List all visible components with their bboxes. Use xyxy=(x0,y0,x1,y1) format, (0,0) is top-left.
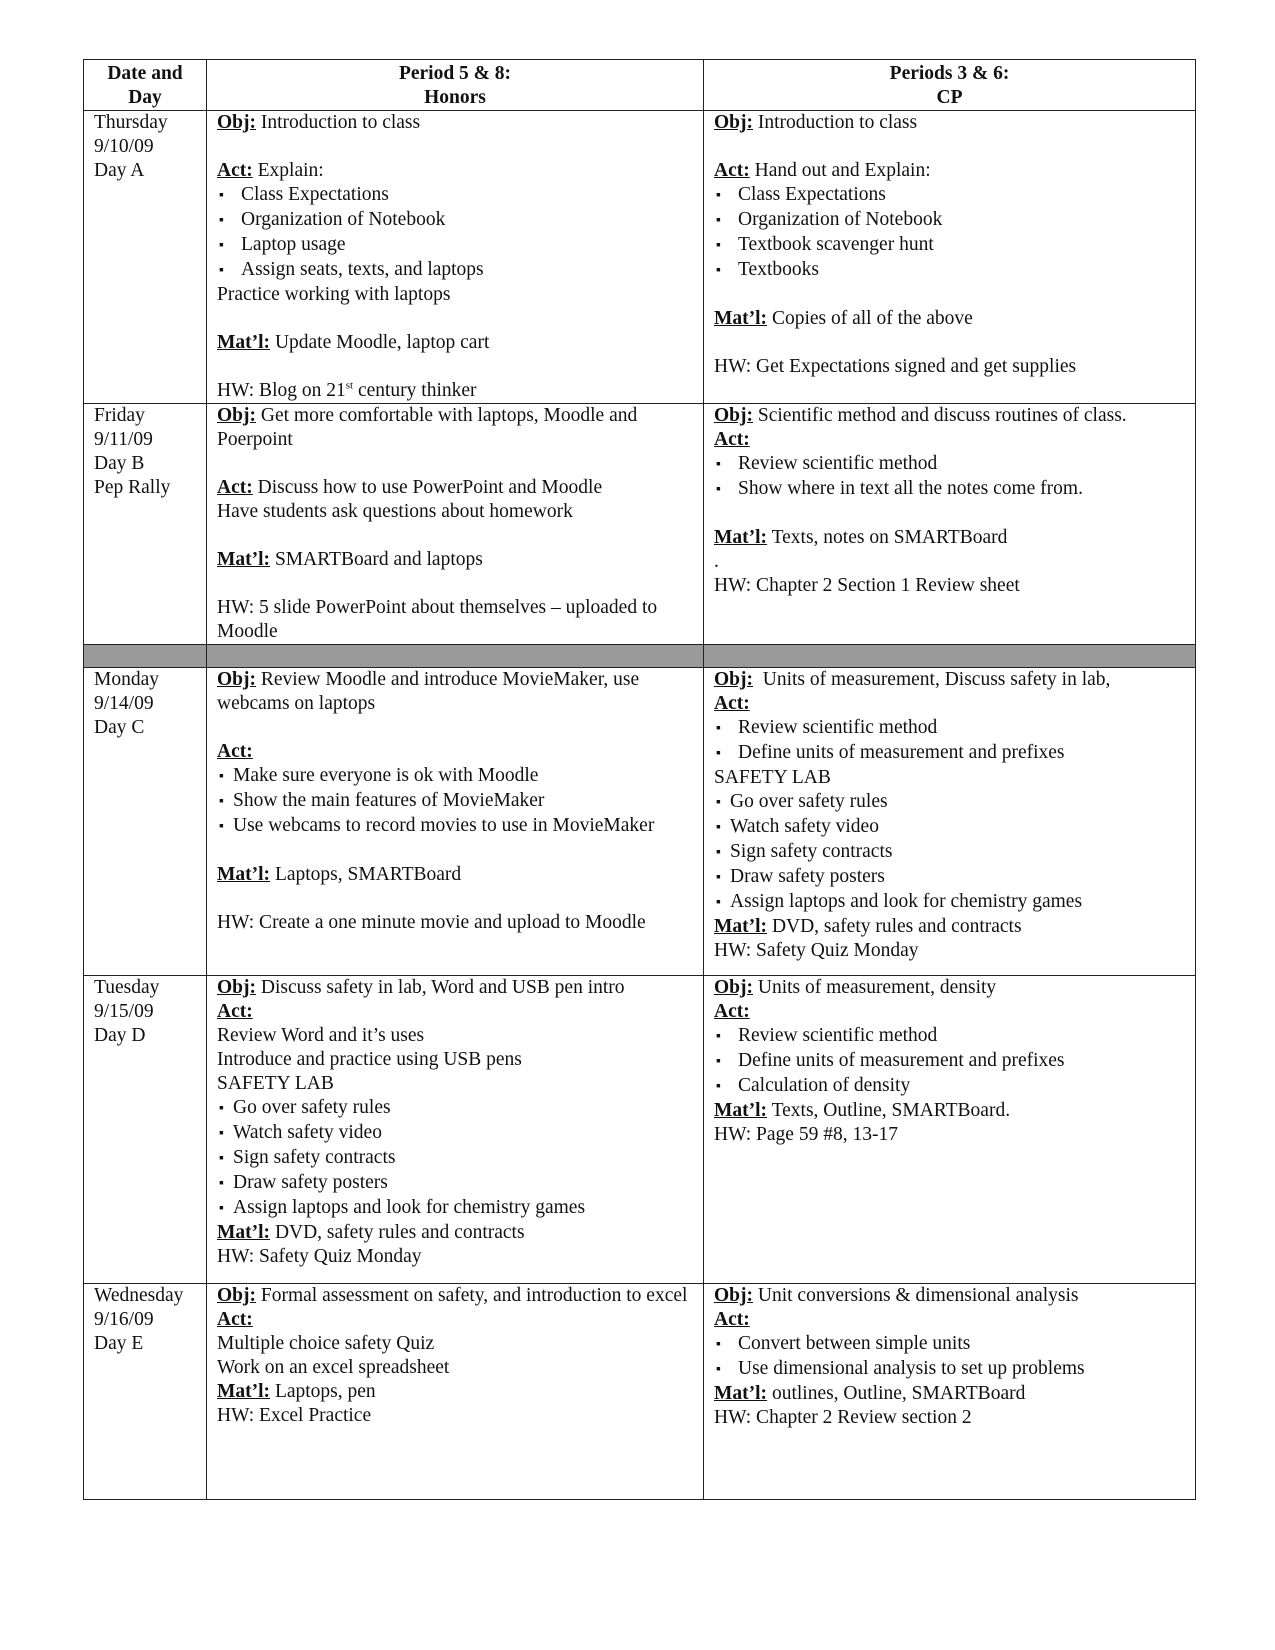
matl-label: Mat’l: xyxy=(217,1222,271,1243)
list-item: ▪ Assign laptops and look for chemistry games xyxy=(217,1196,693,1221)
cp-cell: Obj: Unit conversions & dimensional analysis Act: ▪ Convert between simple units ▪ Use dimensional analysis to set up problems Mat’l: outlines, Outline, SMARTBoard HW: Chapter 2 Review section 2 xyxy=(704,1284,1196,1500)
matl-label: Mat’l: xyxy=(714,1100,768,1121)
obj-label: Obj: xyxy=(217,669,256,690)
day-cell: Thursday 9/10/09 Day A xyxy=(84,111,207,404)
homework: HW: Chapter 2 Review section 2 xyxy=(714,1407,972,1428)
list-item: ▪ Draw safety posters xyxy=(217,1171,693,1196)
day-cell: Wednesday 9/16/09 Day E xyxy=(84,1284,207,1500)
matl-label: Mat’l: xyxy=(217,864,271,885)
separator-row xyxy=(84,645,1196,668)
list-item: ▪ Organization of Notebook xyxy=(714,208,1185,233)
header-honors: Period 5 & 8: Honors xyxy=(207,60,704,111)
list-item: ▪ Define units of measurement and prefixes xyxy=(714,741,1185,766)
matl-label: Mat’l: xyxy=(714,308,768,329)
list-item: ▪ Textbooks xyxy=(714,258,1185,283)
homework: HW: 5 slide PowerPoint about themselves – uploaded to Moodle xyxy=(217,597,658,642)
obj-label: Obj: xyxy=(217,1285,256,1306)
list-item: ▪ Assign laptops and look for chemistry games xyxy=(714,890,1185,915)
lesson-plan-table xyxy=(83,59,1196,1500)
act-label: Act: xyxy=(714,429,750,450)
act-label: Act: xyxy=(217,741,253,762)
homework: HW: Get Expectations signed and get supplies xyxy=(714,356,1077,377)
list-item: ▪ Class Expectations xyxy=(217,183,693,208)
list-item: ▪ Assign seats, texts, and laptops xyxy=(217,258,693,283)
cp-cell: Obj: Units of measurement, density Act: ▪ Review scientific method ▪ Define units of measurement and prefixes ▪ Calculation of density Mat’l: Texts, Outline, SMARTBoard. HW: Page 59 #8, 13-17 xyxy=(704,976,1196,1284)
obj-label: Obj: xyxy=(714,405,753,426)
header-row xyxy=(84,60,1196,111)
list-item: ▪ Convert between simple units xyxy=(714,1332,1185,1357)
matl-label: Mat’l: xyxy=(217,1381,271,1402)
table-row xyxy=(84,1284,1196,1500)
cp-cell: Obj: Scientific method and discuss routines of class. Act: ▪ Review scientific method ▪ Show where in text all the notes come from. Mat’l: Texts, notes on SMARTBoard . HW: Chapter 2 Section 1 Review sheet xyxy=(704,404,1196,645)
day-cell: Tuesday 9/15/09 Day D xyxy=(84,976,207,1284)
homework: HW: Chapter 2 Section 1 Review sheet xyxy=(714,575,1020,596)
honors-cell: Obj: Get more comfortable with laptops, Moodle and Poerpoint Act: Discuss how to use PowerPoint and Moodle Have students ask questions about homework Mat’l: SMARTBoard and laptops HW: 5 slide PowerPoint about themselves – uploaded to Moodle xyxy=(207,404,704,645)
obj-label: Obj: xyxy=(714,1285,753,1306)
list-item: ▪ Show the main features of MovieMaker xyxy=(217,789,693,814)
list-item: ▪ Draw safety posters xyxy=(714,865,1185,890)
list-item: ▪ Textbook scavenger hunt xyxy=(714,233,1185,258)
obj-label: Obj: xyxy=(217,405,256,426)
act-label: Act: xyxy=(714,693,750,714)
act-label: Act: xyxy=(217,1309,253,1330)
homework: HW: Blog on 21st century thinker xyxy=(217,379,477,401)
list-item: ▪ Laptop usage xyxy=(217,233,693,258)
honors-cell: Obj: Introduction to class Act: Explain: ▪ Class Expectations ▪ Organization of Notebook ▪ Laptop usage ▪ Assign seats, texts, and laptops Practice working with laptops Mat’l: Update Moodle, laptop cart HW: Blog on 21st century thinker xyxy=(207,111,704,404)
list-item: ▪ Calculation of density xyxy=(714,1074,1185,1099)
act-label: Act: xyxy=(714,1309,750,1330)
list-item: ▪ Use dimensional analysis to set up problems xyxy=(714,1357,1185,1382)
obj-label: Obj: xyxy=(714,112,753,133)
matl-label: Mat’l: xyxy=(714,527,768,548)
list-item: ▪ Review scientific method xyxy=(714,716,1185,741)
honors-cell: Obj: Discuss safety in lab, Word and USB pen intro Act: Review Word and it’s uses Introduce and practice using USB pens SAFETY LAB ▪ Go over safety rules ▪ Watch safety video ▪ Sign safety contracts ▪ Draw safety posters ▪ Assign laptops and look for chemistry games Mat’l: DVD, safety rules and contracts HW: Safety Quiz Monday xyxy=(207,976,704,1284)
table-row xyxy=(84,404,1196,645)
cp-cell: Obj: Units of measurement, Discuss safety in lab, Act: ▪ Review scientific method ▪ Define units of measurement and prefixes SAFETY LAB ▪ Go over safety rules ▪ Watch safety video ▪ Sign safety contracts ▪ Draw safety posters ▪ Assign laptops and look for chemistry games Mat’l: DVD, safety rules and contracts HW: Safety Quiz Monday xyxy=(704,668,1196,976)
list-item: ▪ Review scientific method xyxy=(714,452,1185,477)
act-label: Act: xyxy=(714,1001,750,1022)
list-item: ▪ Go over safety rules xyxy=(714,790,1185,815)
header-date-day: Date and Day xyxy=(84,60,207,111)
list-item: ▪ Watch safety video xyxy=(217,1121,693,1146)
list-item: ▪ Class Expectations xyxy=(714,183,1185,208)
header-cp: Periods 3 & 6: CP xyxy=(704,60,1196,111)
matl-label: Mat’l: xyxy=(714,1383,768,1404)
obj-label: Obj: xyxy=(714,669,753,690)
list-item: ▪ Sign safety contracts xyxy=(714,840,1185,865)
list-item: ▪ Watch safety video xyxy=(714,815,1185,840)
homework: HW: Safety Quiz Monday xyxy=(217,1246,422,1267)
list-item: ▪ Organization of Notebook xyxy=(217,208,693,233)
day-cell: Monday 9/14/09 Day C xyxy=(84,668,207,976)
obj-label: Obj: xyxy=(217,977,256,998)
matl-label: Mat’l: xyxy=(217,549,271,570)
table-row xyxy=(84,976,1196,1284)
act-label: Act: xyxy=(217,160,253,181)
obj-label: Obj: xyxy=(714,977,753,998)
homework: HW: Create a one minute movie and upload to Moodle xyxy=(217,912,646,933)
list-item: ▪ Review scientific method xyxy=(714,1024,1185,1049)
list-item: ▪ Sign safety contracts xyxy=(217,1146,693,1171)
table-row xyxy=(84,668,1196,976)
list-item: ▪ Define units of measurement and prefixes xyxy=(714,1049,1185,1074)
list-item: ▪ Go over safety rules xyxy=(217,1096,693,1121)
honors-cell: Obj: Review Moodle and introduce MovieMaker, use webcams on laptops Act: ▪ Make sure everyone is ok with Moodle ▪ Show the main features of MovieMaker ▪ Use webcams to record movies to use in MovieMaker Mat’l: Laptops, SMARTBoard HW: Create a one minute movie and upload to Moodle xyxy=(207,668,704,976)
list-item: ▪ Show where in text all the notes come from. xyxy=(714,477,1185,502)
day-cell: Friday 9/11/09 Day B Pep Rally xyxy=(84,404,207,645)
table-row xyxy=(84,111,1196,404)
act-label: Act: xyxy=(217,477,253,498)
matl-label: Mat’l: xyxy=(714,916,768,937)
act-label: Act: xyxy=(714,160,750,181)
act-label: Act: xyxy=(217,1001,253,1022)
list-item: ▪ Use webcams to record movies to use in MovieMaker xyxy=(217,814,693,839)
homework: HW: Page 59 #8, 13-17 xyxy=(714,1124,898,1145)
obj-label: Obj: xyxy=(217,112,256,133)
honors-cell: Obj: Formal assessment on safety, and introduction to excel Act: Multiple choice safety Quiz Work on an excel spreadsheet Mat’l: Laptops, pen HW: Excel Practice xyxy=(207,1284,704,1500)
list-item: ▪ Make sure everyone is ok with Moodle xyxy=(217,764,693,789)
cp-cell: Obj: Introduction to class Act: Hand out and Explain: ▪ Class Expectations ▪ Organization of Notebook ▪ Textbook scavenger hunt ▪ Textbooks Mat’l: Copies of all of the above HW: Get Expectations signed and get supplies xyxy=(704,111,1196,404)
homework: HW: Excel Practice xyxy=(217,1405,372,1426)
homework: HW: Safety Quiz Monday xyxy=(714,940,919,961)
matl-label: Mat’l: xyxy=(217,332,271,353)
